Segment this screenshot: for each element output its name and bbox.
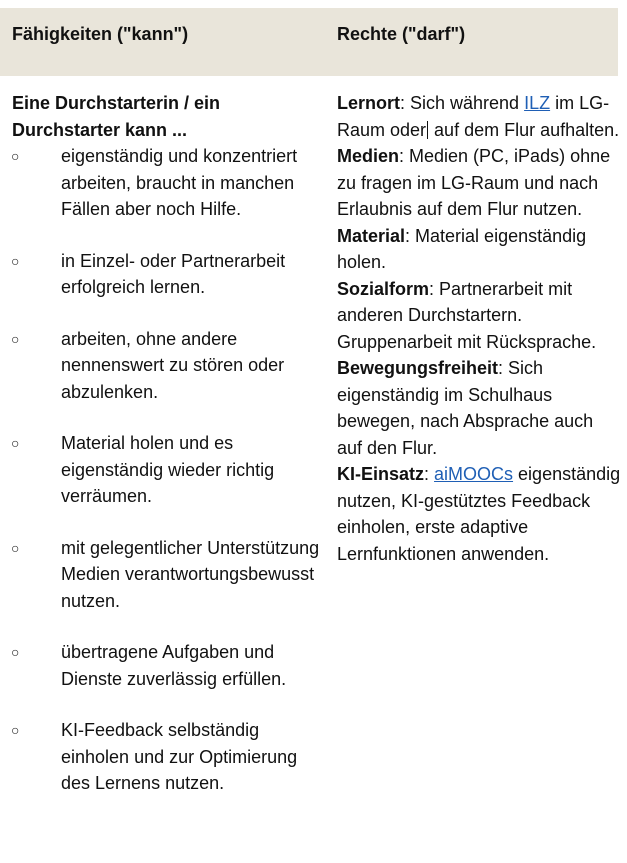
lernort-mid: im LG-Raum oder xyxy=(337,93,610,140)
ability-item xyxy=(0,326,330,406)
bullet-circle-icon: ○ xyxy=(11,644,20,660)
ability-text: eigenständig und konzentriert arbeiten, braucht in manchen Fällen aber noch Hilfe. xyxy=(61,146,298,219)
medien-label: Medien xyxy=(337,146,400,166)
ilz-link[interactable]: ILZ xyxy=(524,93,551,113)
ability-text: mit gelegentlicher Unterstützung Medien verantwortungsbewusst nutzen. xyxy=(61,537,320,611)
ability-item xyxy=(0,430,330,510)
ability-text: übertragene Aufgaben und Dienste zuverlässig erfüllen. xyxy=(61,642,287,689)
right-lernort xyxy=(337,90,622,143)
lernort-label: Lernort xyxy=(337,93,400,113)
ability-item xyxy=(0,143,330,223)
right-material xyxy=(337,223,622,276)
ability-item xyxy=(0,717,330,797)
bewegung-label: Bewegungsfreiheit xyxy=(337,358,499,378)
ability-item xyxy=(0,535,330,615)
ki-pre: : xyxy=(424,464,435,484)
header-rights: Rechte ("darf") xyxy=(337,24,466,44)
right-bewegung xyxy=(337,355,622,461)
right-medien xyxy=(337,143,622,223)
material-label: Material xyxy=(337,225,406,246)
ability-text: in Einzel- oder Partnerarbeit erfolgreich lernen. xyxy=(61,250,286,297)
bullet-circle-icon: ○ xyxy=(11,435,20,451)
bullet-circle-icon: ○ xyxy=(11,539,20,556)
sozialform-label: Sozialform xyxy=(337,278,430,299)
bullet-circle-icon: ○ xyxy=(11,330,20,347)
ki-label: KI-Einsatz xyxy=(337,464,425,484)
sozialform-text: : Partnerarbeit mit anderen Durchstartern. Gruppenarbeit mit Rücksprache. xyxy=(337,278,597,352)
right-ki xyxy=(337,461,622,567)
abilities-list xyxy=(0,143,330,797)
rights-column xyxy=(337,90,622,567)
ki-text: eigenständig nutzen, KI-gestütztes Feedback einholen, erste adaptive Lernfunktionen anwenden. xyxy=(337,464,621,564)
bewegung-text: : Sich eigenständig im Schulhaus bewegen, nach Absprache auch auf den Flur. xyxy=(337,358,594,458)
ability-item xyxy=(0,248,330,301)
ability-text: arbeiten, ohne andere nennenswert zu stören oder abzulenken. xyxy=(61,328,285,402)
lernort-post: auf dem Flur aufhalten. xyxy=(429,119,620,140)
lernort-pre: : Sich während xyxy=(400,93,525,113)
abilities-column xyxy=(0,90,330,797)
material-text: : Material eigenständig holen. xyxy=(337,225,587,272)
ability-text: Material holen und es eigenständig wieder richtig verräumen. xyxy=(61,433,275,506)
right-sozialform xyxy=(337,276,622,356)
table-header xyxy=(0,8,618,76)
medien-text: : Medien (PC, iPads) ohne zu fragen im LG-Raum und nach Erlaubnis auf dem Flur nutzen. xyxy=(337,146,611,219)
abilities-intro: Eine Durchstarterin / ein Durchstarter kann ... xyxy=(12,93,221,140)
ability-item xyxy=(0,639,330,692)
bullet-circle-icon: ○ xyxy=(11,722,20,738)
header-abilities: Fähigkeiten ("kann") xyxy=(12,24,189,44)
aimoocs-link[interactable]: aiMOOCs xyxy=(434,464,514,484)
text-cursor xyxy=(427,121,428,139)
rules-table xyxy=(0,8,621,793)
bullet-circle-icon: ○ xyxy=(11,148,20,164)
bullet-circle-icon: ○ xyxy=(11,252,20,269)
ability-text: KI-Feedback selbständig einholen und zur Optimierung des Lernens nutzen. xyxy=(61,720,298,793)
